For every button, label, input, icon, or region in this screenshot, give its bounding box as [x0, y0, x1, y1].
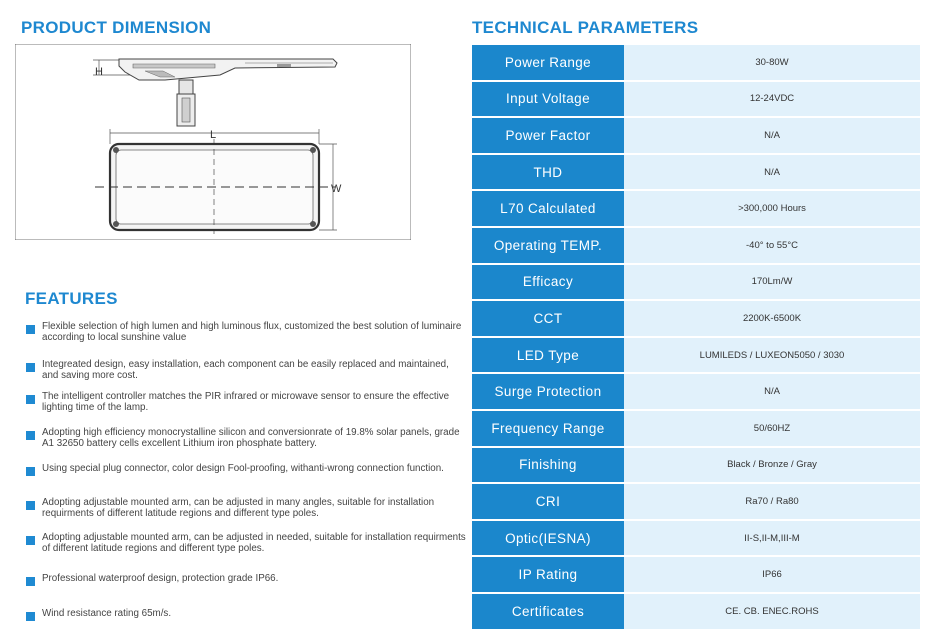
parameter-label: L70 Calculated — [472, 190, 624, 227]
parameter-value: 170Lm/W — [624, 264, 920, 301]
parameter-value: -40° to 55°C — [624, 227, 920, 264]
feature-item — [26, 574, 466, 585]
parameter-label: IP Rating — [472, 556, 624, 593]
feature-item — [26, 322, 466, 343]
parameter-row — [472, 117, 920, 154]
bullet-square-icon — [26, 363, 35, 372]
bullet-square-icon — [26, 395, 35, 404]
parameter-label: Frequency Range — [472, 410, 624, 447]
parameter-value: 12-24VDC — [624, 81, 920, 118]
product-dimension-heading: PRODUCT DIMENSION — [21, 18, 212, 37]
feature-item — [26, 360, 466, 381]
feature-item — [26, 533, 466, 554]
feature-item — [26, 392, 466, 413]
parameter-row — [472, 373, 920, 410]
height-label: H — [95, 66, 103, 78]
parameter-label: CRI — [472, 483, 624, 520]
parameter-value: >300,000 Hours — [624, 190, 920, 227]
parameter-value: IP66 — [624, 556, 920, 593]
feature-text: Flexible selection of high lumen and high luminous flux, customized the best solution of luminaire according to local sunshine value — [42, 321, 462, 343]
parameter-row — [472, 556, 920, 593]
feature-text: Adopting high efficiency monocrystalline silicon and conversionrate of 19.8% solar panels, grade A1 32650 battery cells excellent Lithium iron phosphate battery. — [42, 427, 460, 449]
top-view — [95, 129, 337, 234]
parameter-label: Surge Protection — [472, 373, 624, 410]
feature-text: Adopting adjustable mounted arm, can be adjusted in needed, suitable for installation requirments of different latitude regions and different type poles. — [42, 532, 466, 554]
bullet-square-icon — [26, 612, 35, 621]
side-view — [93, 59, 337, 126]
feature-text: Adopting adjustable mounted arm, can be adjusted in many angles, suitable for installation requirments of different latitude regions and different type poles. — [42, 497, 435, 519]
bullet-square-icon — [26, 325, 35, 334]
parameter-label: Power Factor — [472, 117, 624, 154]
width-label: W — [331, 183, 342, 195]
bullet-square-icon — [26, 536, 35, 545]
technical-parameters-heading: TECHNICAL PARAMETERS — [472, 18, 699, 37]
feature-text: Professional waterproof design, protection grade IP66. — [42, 573, 279, 584]
bullet-square-icon — [26, 577, 35, 586]
parameter-value: LUMILEDS / LUXEON5050 / 3030 — [624, 337, 920, 374]
parameter-value: II-S,II-M,III-M — [624, 520, 920, 557]
parameter-row — [472, 190, 920, 227]
parameter-value: CE. CB. ENEC.ROHS — [624, 593, 920, 630]
bullet-square-icon — [26, 431, 35, 440]
parameter-value: N/A — [624, 154, 920, 191]
parameter-label: CCT — [472, 300, 624, 337]
parameter-label: Power Range — [472, 45, 624, 81]
feature-item — [26, 428, 466, 449]
parameter-label: Finishing — [472, 447, 624, 484]
parameter-label: Optic(IESNA) — [472, 520, 624, 557]
parameter-value: 30-80W — [624, 45, 920, 81]
parameter-label: Certificates — [472, 593, 624, 630]
parameter-label: LED Type — [472, 337, 624, 374]
parameter-row — [472, 520, 920, 557]
parameter-row — [472, 593, 920, 630]
feature-item — [26, 609, 466, 620]
features-heading: FEATURES — [25, 289, 118, 308]
parameter-row — [472, 227, 920, 264]
parameter-value: 2200K-6500K — [624, 300, 920, 337]
parameter-row — [472, 300, 920, 337]
dimension-drawing — [15, 44, 411, 240]
feature-text: Using special plug connector, color design Fool-proofing, withanti-wrong connection function. — [42, 463, 444, 474]
parameter-row — [472, 81, 920, 118]
parameter-label: Efficacy — [472, 264, 624, 301]
parameter-value: 50/60HZ — [624, 410, 920, 447]
parameter-row — [472, 483, 920, 520]
parameter-label: Input Voltage — [472, 81, 624, 118]
feature-text: The intelligent controller matches the PIR infrared or microwave sensor to ensure the effective lighting time of the lamp. — [42, 391, 450, 413]
parameter-value: N/A — [624, 117, 920, 154]
bullet-square-icon — [26, 501, 35, 510]
parameter-value: Black / Bronze / Gray — [624, 447, 920, 484]
parameter-label: THD — [472, 154, 624, 191]
parameter-row — [472, 447, 920, 484]
parameter-row — [472, 264, 920, 301]
bullet-square-icon — [26, 467, 35, 476]
parameter-value: N/A — [624, 373, 920, 410]
technical-parameters-table — [472, 45, 920, 631]
parameter-row — [472, 337, 920, 374]
parameter-row — [472, 45, 920, 81]
parameter-row — [472, 154, 920, 191]
length-label: L — [210, 129, 217, 141]
parameter-value: Ra70 / Ra80 — [624, 483, 920, 520]
parameter-label: Operating TEMP. — [472, 227, 624, 264]
parameter-row — [472, 410, 920, 447]
feature-text: Integreated design, easy installation, each component can be easily replaced and maintained, and saving more cost. — [42, 359, 449, 381]
feature-item — [26, 464, 466, 475]
feature-text: Wind resistance rating 65m/s. — [42, 608, 172, 619]
feature-item — [26, 498, 466, 519]
